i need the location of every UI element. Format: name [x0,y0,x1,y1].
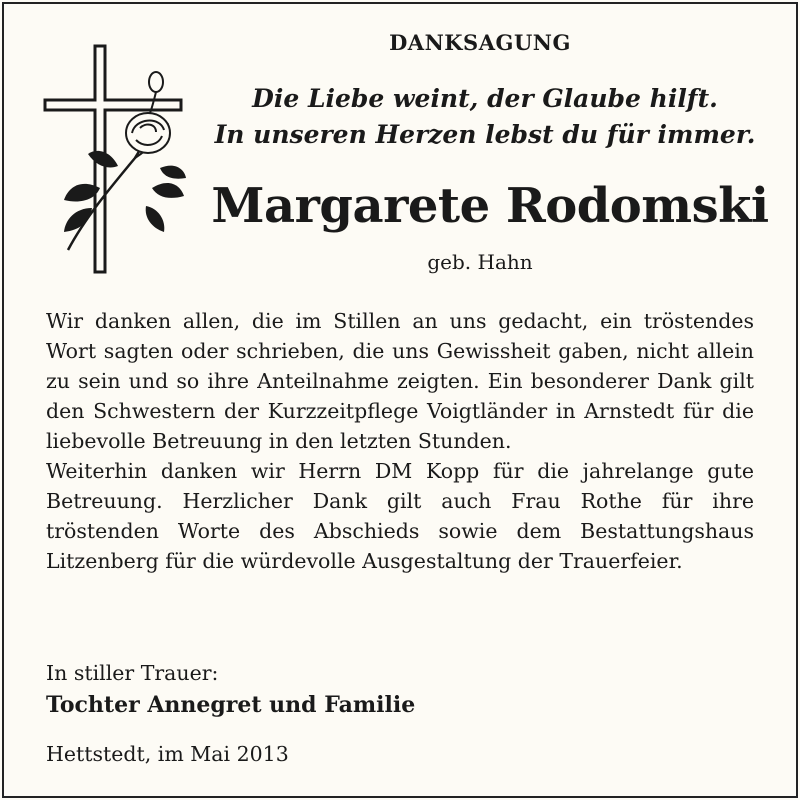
thanks-paragraph-1: Wir danken allen, die im Stillen an uns gedacht, ein tröstendes Wort sagten oder schrieben, die uns Gewissheit gaben, nicht allein zu sein und so ihre Anteilnahme zeigten. Ein besonderer Dank gilt den Schwestern der Kurzzeitpflege Voigtländer in Arnstedt für die liebevolle Betreuung in den letzten Stunden. [46,309,754,453]
closing-line: In stiller Trauer: [46,661,219,685]
motto-line-1: Die Liebe weint, der Glaube hilft. [252,84,718,113]
place-date: Hettstedt, im Mai 2013 [46,742,289,766]
thanks-text [46,306,754,576]
thanks-paragraph-2: Weiterhin danken wir Herrn DM Kopp für die jahrelange gute Betreuung. Herzlicher Dank gilt auch Frau Rothe für ihre tröstenden Worte des Abschieds sowie dem Bestattungshaus Litzenberg für die würdevolle Ausgestaltung der Trauerfeier. [46,459,754,573]
cross-with-rose-icon [40,38,190,278]
motto-line-2: In unseren Herzen lebst du für immer. [214,120,756,149]
birth-name: geb. Hahn [427,250,533,274]
deceased-name: Margarete Rodomski [211,178,769,234]
family-signature: Tochter Annegret und Familie [46,692,416,718]
notice-heading: DANKSAGUNG [389,30,571,55]
